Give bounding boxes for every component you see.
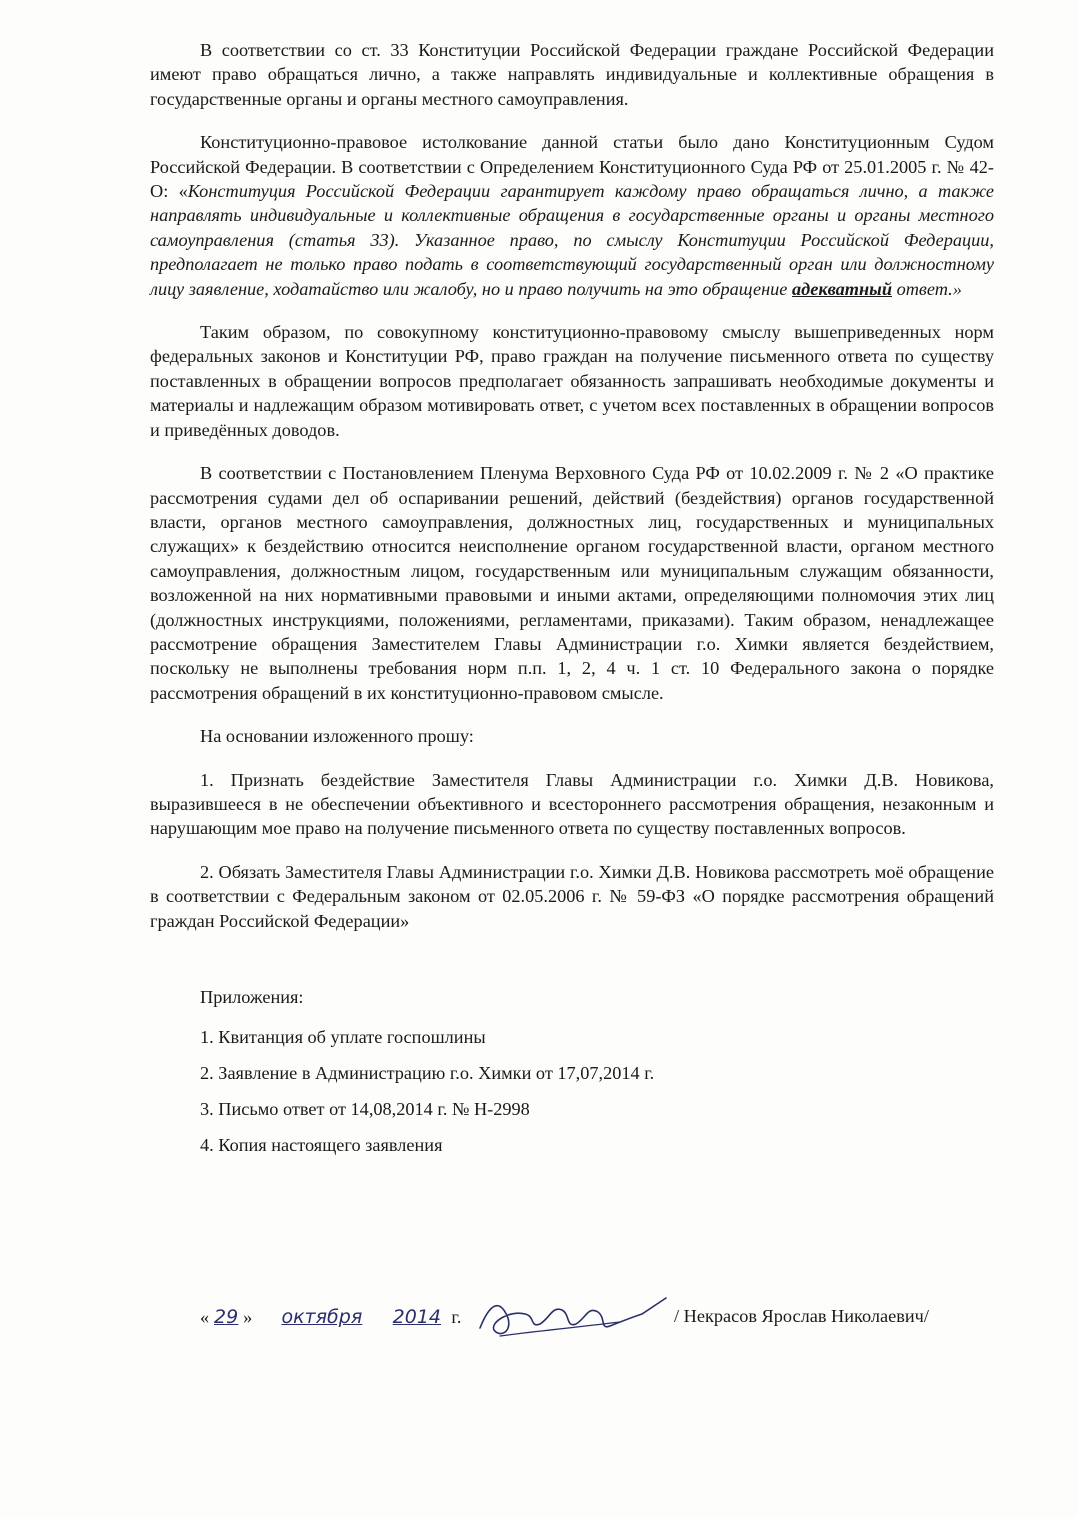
emphasized-word: адекватный: [792, 278, 892, 299]
request-item-1: 1. Признать бездействие Заместителя Главы Администрации г.о. Химки Д.В. Новикова, выразившееся в не обеспечении объективного и всестороннего рассмотрения обращения, незаконным и нарушающим мое право на получение письменного ответа по существу поставленных вопросов.: [150, 769, 994, 839]
signature-date: [200, 1306, 461, 1328]
paragraph-request-intro: На основании изложенного прошу:: [200, 726, 474, 747]
attachments-title: Приложения:: [200, 987, 304, 1007]
court-ruling-quote: Конституция Российской Федерации гарантирует каждому право обращаться лично, а также направлять индивидуальные и коллективные обращения в государственные органы и органы местного самоуправления (статья 33). Указанное право, по смыслу Конституции Российской Федерации, предполагает не только право подать в соответствующий государственный орган или должностному лицу заявление, ходатайство или жалобу, но и право получить на это обращение: [150, 181, 994, 299]
court-ruling-quote-end: ответ.»: [892, 278, 962, 299]
attachment-item: 2. Заявление в Администрацию г.о. Химки от 17,07,2014 г.: [200, 1063, 655, 1084]
paragraph-supreme-court: В соответствии с Постановлением Пленума Верховного Суда РФ от 10.02.2009 г. № 2 «О практике рассмотрения судами дел об оспаривании решений, действий (бездействия) органов государственной власти, органов местного самоуправления, должностных лиц, государственных и муниципальных служащих» к бездействию относится неисполнение органом государственной власти, органом местного самоуправления, должностным лицом, государственным или муниципальным служащим обязанности, возложенной на них нормативными правовыми и иными актами, определяющими полномочия этих лиц (должностных инструкциями, положениями, регламентами, приказами). Таким образом, ненадлежащее рассмотрение обращения Заместителем Главы Администрации г.о. Химки является бездействием, поскольку не выполнены требования норм п.п. 1, 2, 4 ч. 1 ст. 10 Федерального закона о порядке рассмотрения обращений в их конституционно-правовом смысле.: [150, 463, 994, 703]
attachment-item: 1. Квитанция об уплате госпошлины: [200, 1027, 486, 1048]
date-open-quote: «: [200, 1307, 210, 1327]
paragraph-constitution-article: В соответствии со ст. 33 Конституции Российской Федерации граждане Российской Федерации имеют право обращаться лично, а также направлять индивидуальные и коллективные обращения в государственные органы и органы местного самоуправления.: [150, 40, 994, 109]
handwritten-signature: [470, 1288, 670, 1348]
date-year-handwritten: 2014: [392, 1306, 442, 1328]
date-year-suffix: г.: [446, 1307, 462, 1327]
request-item-2: 2. Обязать Заместителя Главы Администрации г.о. Химки Д.В. Новикова рассмотреть моё обращение в соответствии с Федеральным законом от 02.05.2006 г. № 59-ФЗ «О порядке рассмотрения обращений граждан Российской Федерации»: [150, 861, 994, 931]
document-body: [150, 38, 994, 1163]
attachment-item: 3. Письмо ответ от 14,08,2014 г. № Н-2998: [200, 1099, 530, 1120]
paragraph-conclusion: Таким образом, по совокупному конституционно-правовому смыслу вышеприведенных норм федеральных законов и Конституции РФ, право граждан на получение письменного ответа по существу поставленных в обращении вопросов предполагает обязанность запрашивать необходимые документы и материалы и надлежащим образом мотивировать ответ, с учетом всех поставленных в обращении вопросов и приведённых доводов.: [150, 322, 994, 440]
signature-block: [200, 1296, 1000, 1346]
attachment-item: 4. Копия настоящего заявления: [200, 1135, 443, 1156]
date-month-handwritten: октября: [281, 1306, 363, 1328]
date-day-handwritten: 29: [214, 1306, 239, 1328]
court-ruling-lead: Конституционно-правовое истолкование данной статьи было дано Конституционным Судом Российской Федерации. В соответствии с Определением Конституционного Суда РФ от 25.01.2005 г. № 42-О: «: [150, 132, 994, 202]
signer-name: / Некрасов Ярослав Николаевич/: [674, 1306, 929, 1326]
paragraph-constitutional-court: [150, 130, 994, 301]
date-close-quote: »: [243, 1307, 253, 1327]
